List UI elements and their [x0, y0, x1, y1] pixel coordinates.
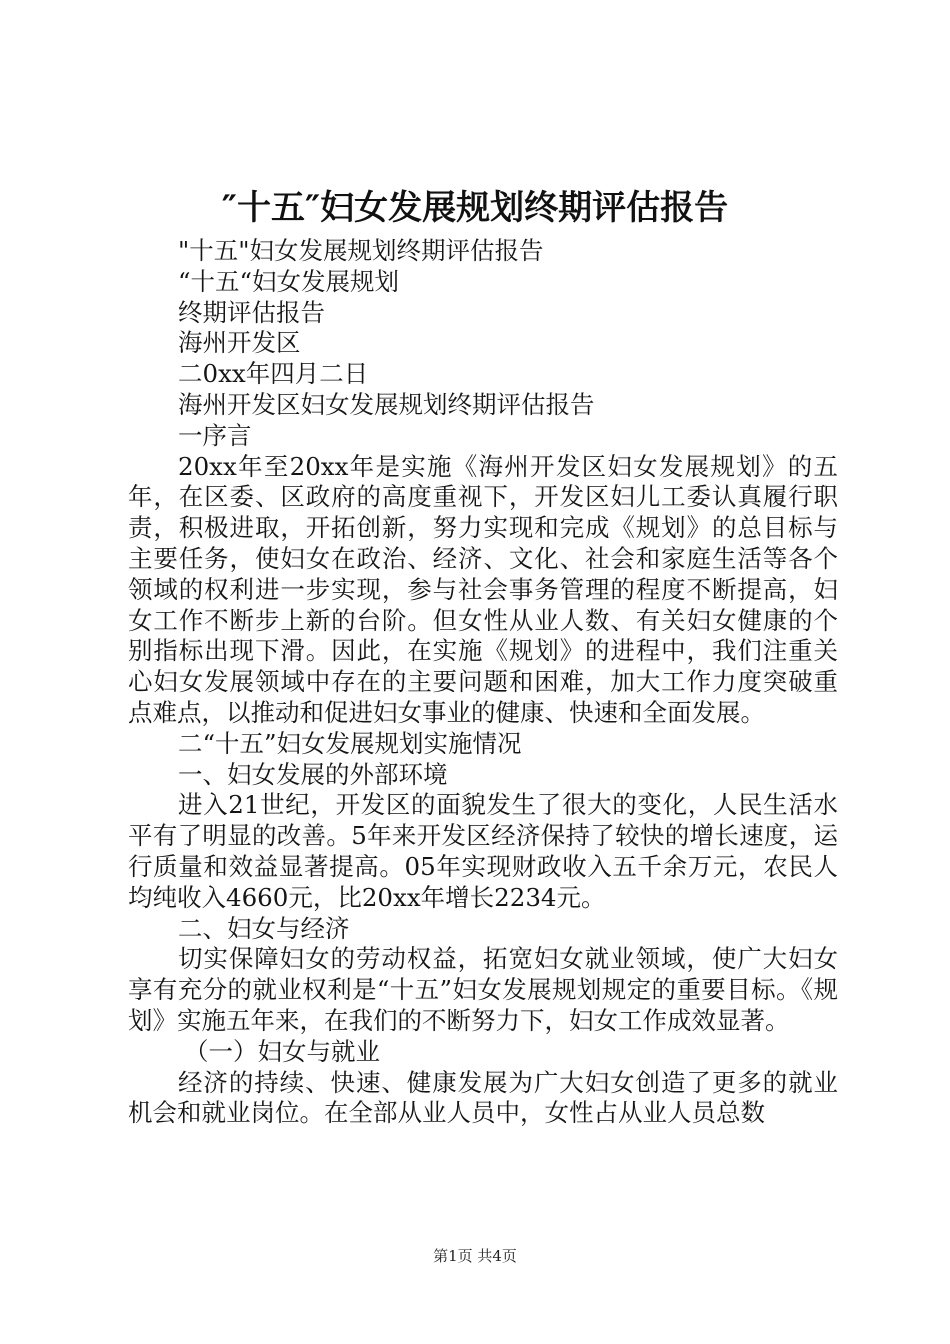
document-body: [128, 236, 838, 1129]
paragraph-report-heading: 海州开发区妇女发展规划终期评估报告: [178, 389, 595, 419]
paragraph-subtitle: "十五"妇女发展规划终期评估报告: [178, 236, 544, 265]
paragraph-preface-body: 20xx年至20xx年是实施《海州开发区妇女发展规划》的五年，在区委、区政府的高度重视下，开发区妇儿工委认真履行职责，积极进取，开拓创新，努力实现和完成《规划》的总目标与主要任务，使妇女在政治、经济、文化、社会和家庭生活等各个领域的权利进一步实现，参与社会事务管理的程度不断提高，妇女工作不断步上新的台阶。但女性从业人数、有关妇女健康的个别指标出现下滑。因此，在实施《规划》的进程中，我们注重关心妇女发展领域中存在的主要问题和困难，加大工作力度突破重点难点，以推动和促进妇女事业的健康、快速和全面发展。: [128, 451, 838, 727]
paragraph-cover-line-2: 终期评估报告: [178, 297, 325, 327]
section-heading-implementation: 二“十五”妇女发展规划实施情况: [178, 728, 522, 758]
paragraph-women-economy: 切实保障妇女的劳动权益，拓宽妇女就业领域，使广大妇女享有充分的就业权利是“十五”妇女发展规划规定的重要目标。《规划》实施五年来，在我们的不断努力下，妇女工作成效显著。: [128, 944, 838, 1035]
page-footer: 第1页 共4页: [433, 1247, 517, 1265]
section-heading-preface: 一序言: [178, 420, 252, 450]
document-title: ″十五″妇女发展规划终期评估报告: [221, 188, 729, 228]
paragraph-organization: 海州开发区: [178, 328, 301, 358]
subheading-external-environment: 一、妇女发展的外部环境: [178, 759, 448, 789]
subheading-women-economy: 二、妇女与经济: [178, 913, 350, 943]
paragraph-cover-line-1: “十五“妇女发展规划: [178, 266, 400, 296]
paragraph-external-environment: 进入21世纪，开发区的面貌发生了很大的变化，人民生活水平有了明显的改善。5年来开发区经济保持了较快的增长速度，运行质量和效益显著提高。05年实现财政收入五千余万元，农民人均纯收入4660元，比20xx年增长2234元。: [128, 790, 838, 912]
paragraph-date: 二0xx年四月二日: [178, 359, 369, 389]
subheading-women-employment: （一）妇女与就业: [184, 1036, 380, 1066]
paragraph-women-employment: 经济的持续、快速、健康发展为广大妇女创造了更多的就业机会和就业岗位。在全部从业人员中，女性占从业人员总数: [128, 1067, 838, 1128]
